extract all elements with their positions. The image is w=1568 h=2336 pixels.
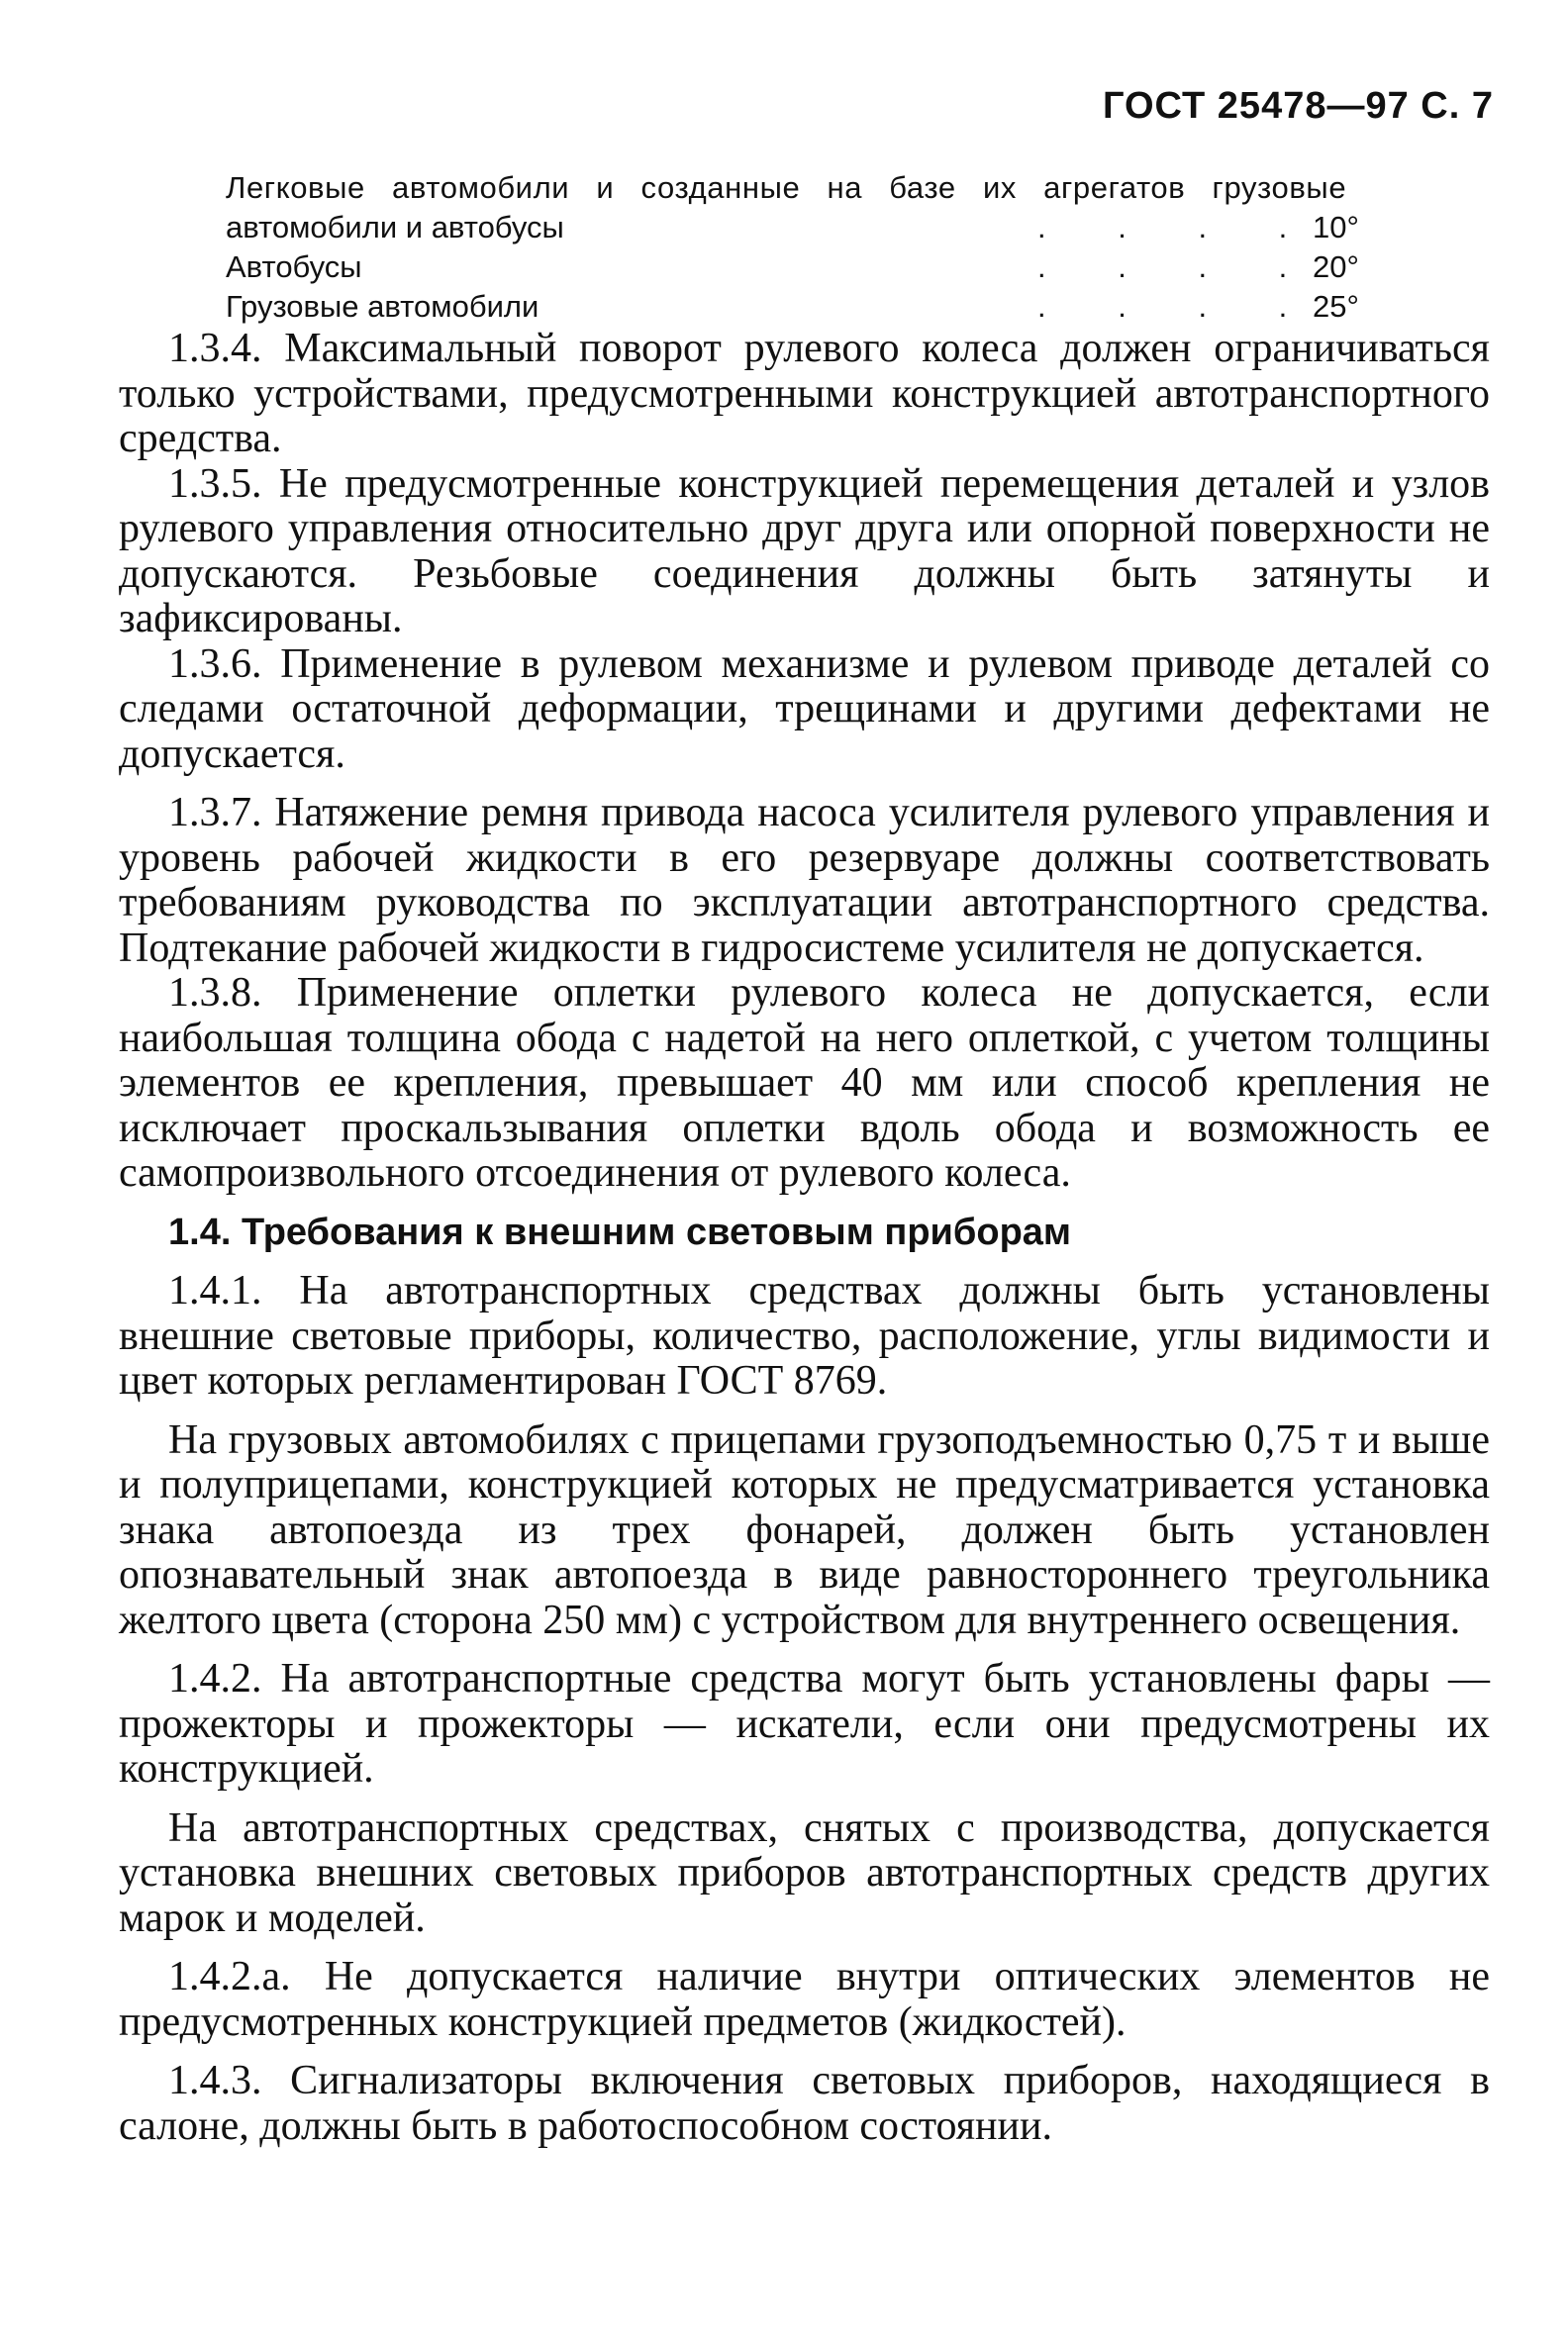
clause-1-4-3: 1.4.3. Сигнализаторы включения световых приборов, находящиеся в салоне, должны быть в работоспособном состоянии.: [119, 2058, 1490, 2149]
clause-1-3-4: 1.3.4. Максимальный поворот рулевого колеса должен ограничиваться только устройствами, предусмотренными конструкцией автотранспортного средства.: [119, 326, 1490, 461]
row-label: Грузовые автомобили: [226, 289, 539, 324]
clause-1-4-1: 1.4.1. На автотранспортных средствах должны быть установлены внешние световые приборы, количество, расположение, углы видимости и цвет которых регламентирован ГОСТ 8769.: [119, 1268, 1490, 1404]
clause-1-4-2: 1.4.2. На автотранспортные средства могут быть установлены фары — прожекторы и прожекторы — искатели, если они предусмотрены их конструкцией.: [119, 1656, 1490, 1792]
clause-1-3-6: 1.3.6. Применение в рулевом механизме и рулевом приводе деталей со следами остаточной деформации, трещинами и другими дефектами не допускается.: [119, 640, 1490, 777]
table-row: [226, 208, 1404, 247]
clause-1-4-1-trucks: На грузовых автомобилях с прицепами грузоподъемностью 0,75 т и выше и полуприцепами, конструкцией которых не предусматривается установка знака автопоезда из трех фонарей, должен быть установлен опознавательный знак автопоезда в виде равностороннего треугольника желтого цвета (сторона 250 мм) с устройством для внутреннего освещения.: [119, 1416, 1490, 1643]
row-leader-dots: . . . .: [1037, 210, 1320, 244]
row-label: автомобили и автобусы: [226, 210, 564, 244]
clause-1-4-2-a: 1.4.2.а. Не допускается наличие внутри оптических элементов не предусмотренных конструкцией предметов (жидкостей).: [119, 1954, 1490, 2045]
section-heading-1-4: 1.4. Требования к внешним световым приборам: [168, 1211, 1072, 1253]
row-value: 20°: [1313, 249, 1359, 284]
clause-1-3-5: 1.3.5. Не предусмотренные конструкцией перемещения деталей и узлов рулевого управления относительно друг друга или опорной поверхности не допускаются. Резьбовые соединения должны быть затянуты и зафиксированы.: [119, 460, 1490, 641]
angle-table: [226, 168, 1404, 327]
row-value: 25°: [1313, 289, 1359, 324]
row-value: 10°: [1313, 210, 1359, 244]
table-row: [226, 247, 1404, 287]
clause-1-4-2-discontinued: На автотранспортных средствах, снятых с производства, допускается установка внешних световых приборов автотранспортных средств других марок и моделей.: [119, 1804, 1490, 1941]
document-body: [119, 327, 1490, 2149]
row-label: Автобусы: [226, 249, 362, 284]
clause-1-3-8: 1.3.8. Применение оплетки рулевого колеса не допускается, если наибольшая толщина обода с надетой на него оплеткой, с учетом толщины элементов ее крепления, превышает 40 мм или способ крепления не исключает проскальзывания оплетки вдоль обода и возможность ее самопроизвольного отсоединения от рулевого колеса.: [119, 970, 1490, 1196]
row-leader-dots: . . . .: [1037, 289, 1320, 324]
page-header: ГОСТ 25478—97 С. 7: [1102, 85, 1494, 127]
table-row: [226, 287, 1404, 327]
row-label: Легковые автомобили и созданные на базе их агрегатов грузовые: [226, 170, 1347, 205]
row-leader-dots: . . . .: [1037, 249, 1320, 284]
table-row: [226, 168, 1404, 208]
clause-1-3-7: 1.3.7. Натяжение ремня привода насоса усилителя рулевого управления и уровень рабочей жидкости в его резервуаре должны соответствовать требованиям руководства по эксплуатации автотранспортного средства. Подтекание рабочей жидкости в гидросистеме усилителя не допускается.: [119, 790, 1490, 971]
